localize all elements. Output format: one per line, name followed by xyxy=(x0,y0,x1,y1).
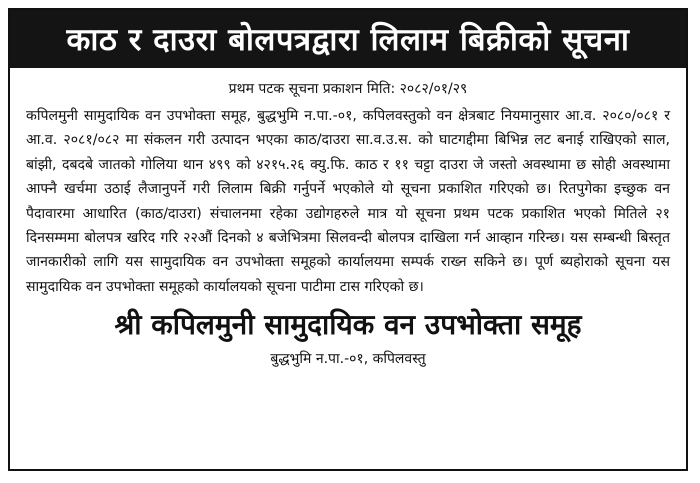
issuer-address: बुद्धभुमि न.पा.-०१, कपिलवस्तु xyxy=(270,351,426,368)
notice-body: कपिलमुनी सामुदायिक वन उपभोक्ता समूह, बुद्धभुमि न.पा.-०१, कपिलवस्तुको वन क्षेत्रबाट नियमानुसार आ.व. २०८०/०८१ र आ.व. २०८१/०८२ मा संकलन गरी उत्पादन भएका काठ/दाउरा सा.व.उ.स. को घाटगद्दीमा बिभिन्न लट बनाई राखिएको साल, बांझी, दबदबे जातको गोलिया थान ४९९ को ४२१५.२६ क्यु.फि. काठ र ११ चट्टा दाउरा जे जस्तो अवस्थामा छ सोही अवस्थामा आफ्नै खर्चमा उठाई लैजानुपर्ने गरी लिलाम बिक्री गर्नुपर्ने भएकोले यो सूचना प्रकाशित गरिएको छ। रितपुगेका इच्छुक वन पैदावारमा आधारित (काठ/दाउरा) संचालनमा रहेका उद्योगहरुले मात्र यो सूचना प्रथम पटक प्रकाशित भएको मितिले २१ दिनसम्ममा बोलपत्र खरिद गरि २२औं दिनको ४ बजेभित्रमा सिलवन्दी बोलपत्र दाखिला गर्न आव्हान गरिन्छ। यस सम्बन्धी बिस्तृत जानकारीको लागि यस सामुदायिक वन उपभोक्ता समूहको कार्यालयमा सम्पर्क राख्न सकिने छ। पूर्ण ब्यहोराको सूचना यस सामुदायिक वन उपभोक्ता समूहको कार्यालयको सूचना पाटीमा टास गरिएको छ। xyxy=(26,108,670,295)
issuer-name: श्री कपिलमुनी सामुदायिक वन उपभोक्ता समूह xyxy=(114,308,582,342)
publication-date: प्रथम पटक सूचना प्रकाशन मिति: २०८२/०१/२९ xyxy=(228,81,468,97)
notice-title: काठ र दाउरा बोलपत्रद्वारा लिलाम बिक्रीको सूचना xyxy=(66,22,630,58)
notice-header xyxy=(10,10,686,68)
auction-notice xyxy=(8,8,688,471)
